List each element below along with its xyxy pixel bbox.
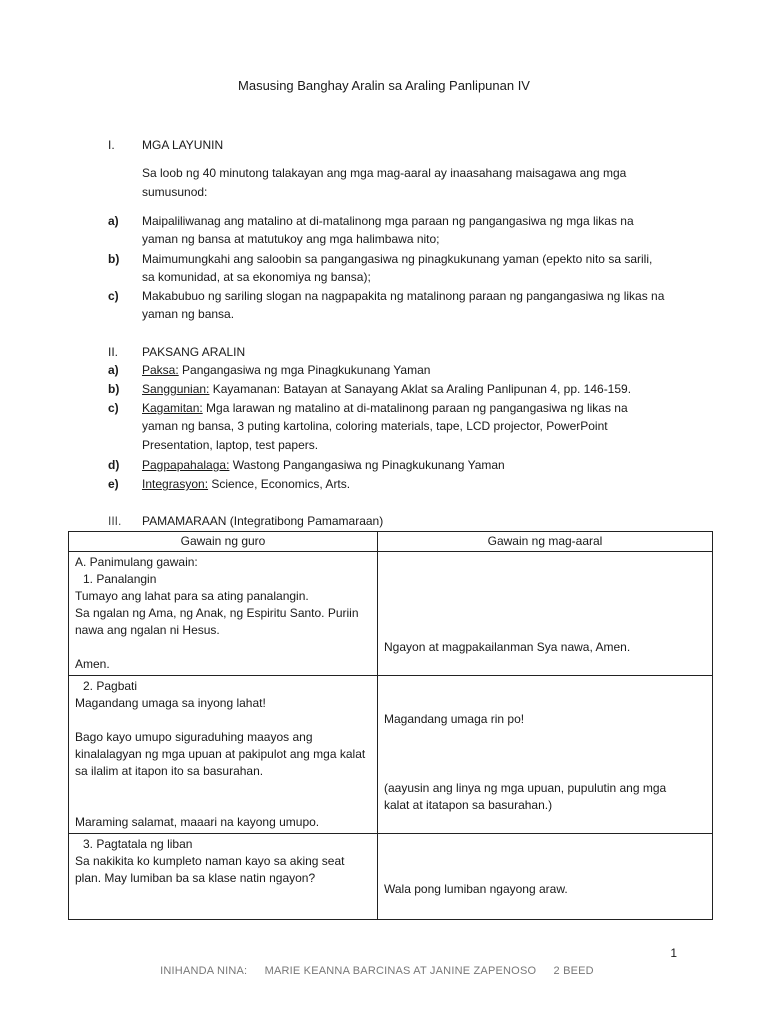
document-title: Masusing Banghay Aralin sa Araling Panlipunan IV xyxy=(238,78,530,93)
pagbati-action-line-1: (aayusin ang linya ng mga upuan, pupulutin ang mga xyxy=(384,781,667,795)
footer-authors: MARIE KEANNA BARCINAS AT JANINE ZAPENOSO xyxy=(264,965,537,977)
section-1-heading: MGA LAYUNIN xyxy=(142,138,224,152)
mag-aaral-cell-pagtatala xyxy=(378,834,713,920)
pagtatala-line-2: plan. May lumiban ba sa klase natin ngayon? xyxy=(75,871,316,885)
topic-a-label: a) xyxy=(108,363,119,377)
footer-prepared-by: INIHANDA NINA: xyxy=(160,965,248,977)
guro-cell-pagbati xyxy=(69,676,378,834)
table-row xyxy=(69,834,713,920)
pagbati-para-line-3: sa ilalim at itapon ito sa basurahan. xyxy=(75,764,264,778)
procedure-table xyxy=(68,531,713,920)
objective-c-label: c) xyxy=(108,289,119,303)
table-row xyxy=(69,676,713,834)
objective-a-line-2: yaman ng bansa at matutukoy ang mga halimbawa nito; xyxy=(142,232,440,246)
topic-b-label: b) xyxy=(108,382,120,396)
section-3-heading-row xyxy=(142,512,383,530)
panalangin-line-3: nawa ang ngalan ni Hesus. xyxy=(75,623,220,637)
topic-e-value: Science, Economics, Arts. xyxy=(208,477,351,491)
spacer xyxy=(384,678,706,711)
page-number: 1 xyxy=(670,946,677,960)
header-gawain-ng-guro: Gawain ng guro xyxy=(69,532,378,552)
topic-d-label: d) xyxy=(108,458,120,472)
section-3-heading-note: (Integratibong Pamamaraan) xyxy=(226,514,384,528)
spacer xyxy=(384,836,706,881)
objective-b-line-1: Maimumungkahi ang saloobin sa pangangasiwa ng pinagkukunang yaman (epekto nito sa sarili, xyxy=(142,252,653,266)
objective-a-line-1: Maipaliliwanag ang matalino at di-matalinong mga paraan ng pangangasiwa ng mga likas na xyxy=(142,214,634,228)
topic-c-line-2: yaman ng bansa, 3 puting kartolina, coloring materials, tape, LCD projector, PowerPoint xyxy=(142,419,608,433)
pagbati-action-line-2: kalat at itatapon sa basurahan.) xyxy=(384,798,553,812)
footer-section: 2 BEED xyxy=(553,965,594,977)
section-3-heading: PAMAMARAAN xyxy=(142,514,227,528)
section-1-intro-line-2: sumusunod: xyxy=(142,185,208,199)
panalangin-line-2: Sa ngalan ng Ama, ng Anak, ng Espiritu Santo. Puriin xyxy=(75,606,359,620)
panalangin-amen: Amen. xyxy=(75,657,110,671)
panalangin-heading: 1. Panalangin xyxy=(83,572,157,586)
topic-d-key: Pagpapahalaga: xyxy=(142,458,230,472)
table-row xyxy=(69,552,713,676)
spacer xyxy=(384,728,706,780)
topic-e-label: e) xyxy=(108,477,119,491)
procedure-table-header xyxy=(69,532,713,552)
mag-aaral-cell-pagbati xyxy=(378,676,713,834)
topic-c-line-3: Presentation, laptop, test papers. xyxy=(142,438,319,452)
topic-e-row xyxy=(142,475,350,493)
topic-c-label: c) xyxy=(108,401,119,415)
topic-c-value: Mga larawan ng matalino at di-matalinong paraan ng pangangasiwa ng likas na xyxy=(202,401,628,415)
objective-c-line-2: yaman ng bansa. xyxy=(142,307,235,321)
footer xyxy=(0,962,768,980)
topic-e-key: Integrasyon: xyxy=(142,477,209,491)
spacer xyxy=(384,554,706,639)
pagbati-response: Magandang umaga rin po! xyxy=(384,712,525,726)
objective-a-label: a) xyxy=(108,214,119,228)
section-1-intro-line-1: Sa loob ng 40 minutong talakayan ang mga mag-aaral ay inaasahang maisagawa ang mga xyxy=(142,166,627,180)
objective-b-line-2: sa komunidad, at sa ekonomiya ng bansa); xyxy=(142,270,371,284)
guro-cell-panalangin xyxy=(69,552,378,676)
pagtatala-heading: 3. Pagtatala ng liban xyxy=(83,837,193,851)
spacer xyxy=(75,780,371,814)
objective-b-label: b) xyxy=(108,252,120,266)
topic-b-value: Kayamanan: Batayan at Sanayang Aklat sa Araling Panlipunan 4, pp. 146-159. xyxy=(209,382,632,396)
pagbati-heading: 2. Pagbati xyxy=(83,679,138,693)
topic-d-value: Wastong Pangangasiwa ng Pinagkukunang Yaman xyxy=(229,458,505,472)
section-3-number: III. xyxy=(108,514,122,528)
header-gawain-ng-mag-aaral: Gawain ng mag-aaral xyxy=(378,532,713,552)
objective-c-line-1: Makabubuo ng sariling slogan na nagpapakita ng matalinong paraan ng pangangasiwa ng likas na xyxy=(142,289,665,303)
topic-c-key: Kagamitan: xyxy=(142,401,203,415)
panalangin-response: Ngayon at magpakailanman Sya nawa, Amen. xyxy=(384,640,631,654)
topic-a-key: Paksa: xyxy=(142,363,179,377)
section-2-number: II. xyxy=(108,345,119,359)
section-2-heading: PAKSANG ARALIN xyxy=(142,345,246,359)
topic-b-key: Sanggunian: xyxy=(142,382,210,396)
pagbati-end: Maraming salamat, maaari na kayong umupo. xyxy=(75,815,320,829)
section-1-number: I. xyxy=(108,138,115,152)
spacer xyxy=(75,712,371,729)
panimulang-gawain-heading: A. Panimulang gawain: xyxy=(75,555,198,569)
panalangin-line-1: Tumayo ang lahat para sa ating panalangin. xyxy=(75,589,309,603)
pagbati-para-line-1: Bago kayo umupo siguraduhing maayos ang xyxy=(75,730,313,744)
spacer xyxy=(75,639,371,656)
topic-a-value: Pangangasiwa ng mga Pinagkukunang Yaman xyxy=(178,363,431,377)
topic-b-row xyxy=(142,380,631,398)
mag-aaral-cell-panalangin xyxy=(378,552,713,676)
pagtatala-line-1: Sa nakikita ko kumpleto naman kayo sa aking seat xyxy=(75,854,345,868)
topic-d-row xyxy=(142,456,505,474)
pagbati-para-line-2: kinalalagyan ng mga upuan at pakipulot ang mga kalat xyxy=(75,747,366,761)
topic-a-row xyxy=(142,361,430,379)
pagtatala-response: Wala pong lumiban ngayong araw. xyxy=(384,882,568,896)
guro-cell-pagtatala xyxy=(69,834,378,920)
topic-c-row xyxy=(142,399,628,417)
pagbati-line-1: Magandang umaga sa inyong lahat! xyxy=(75,696,266,710)
